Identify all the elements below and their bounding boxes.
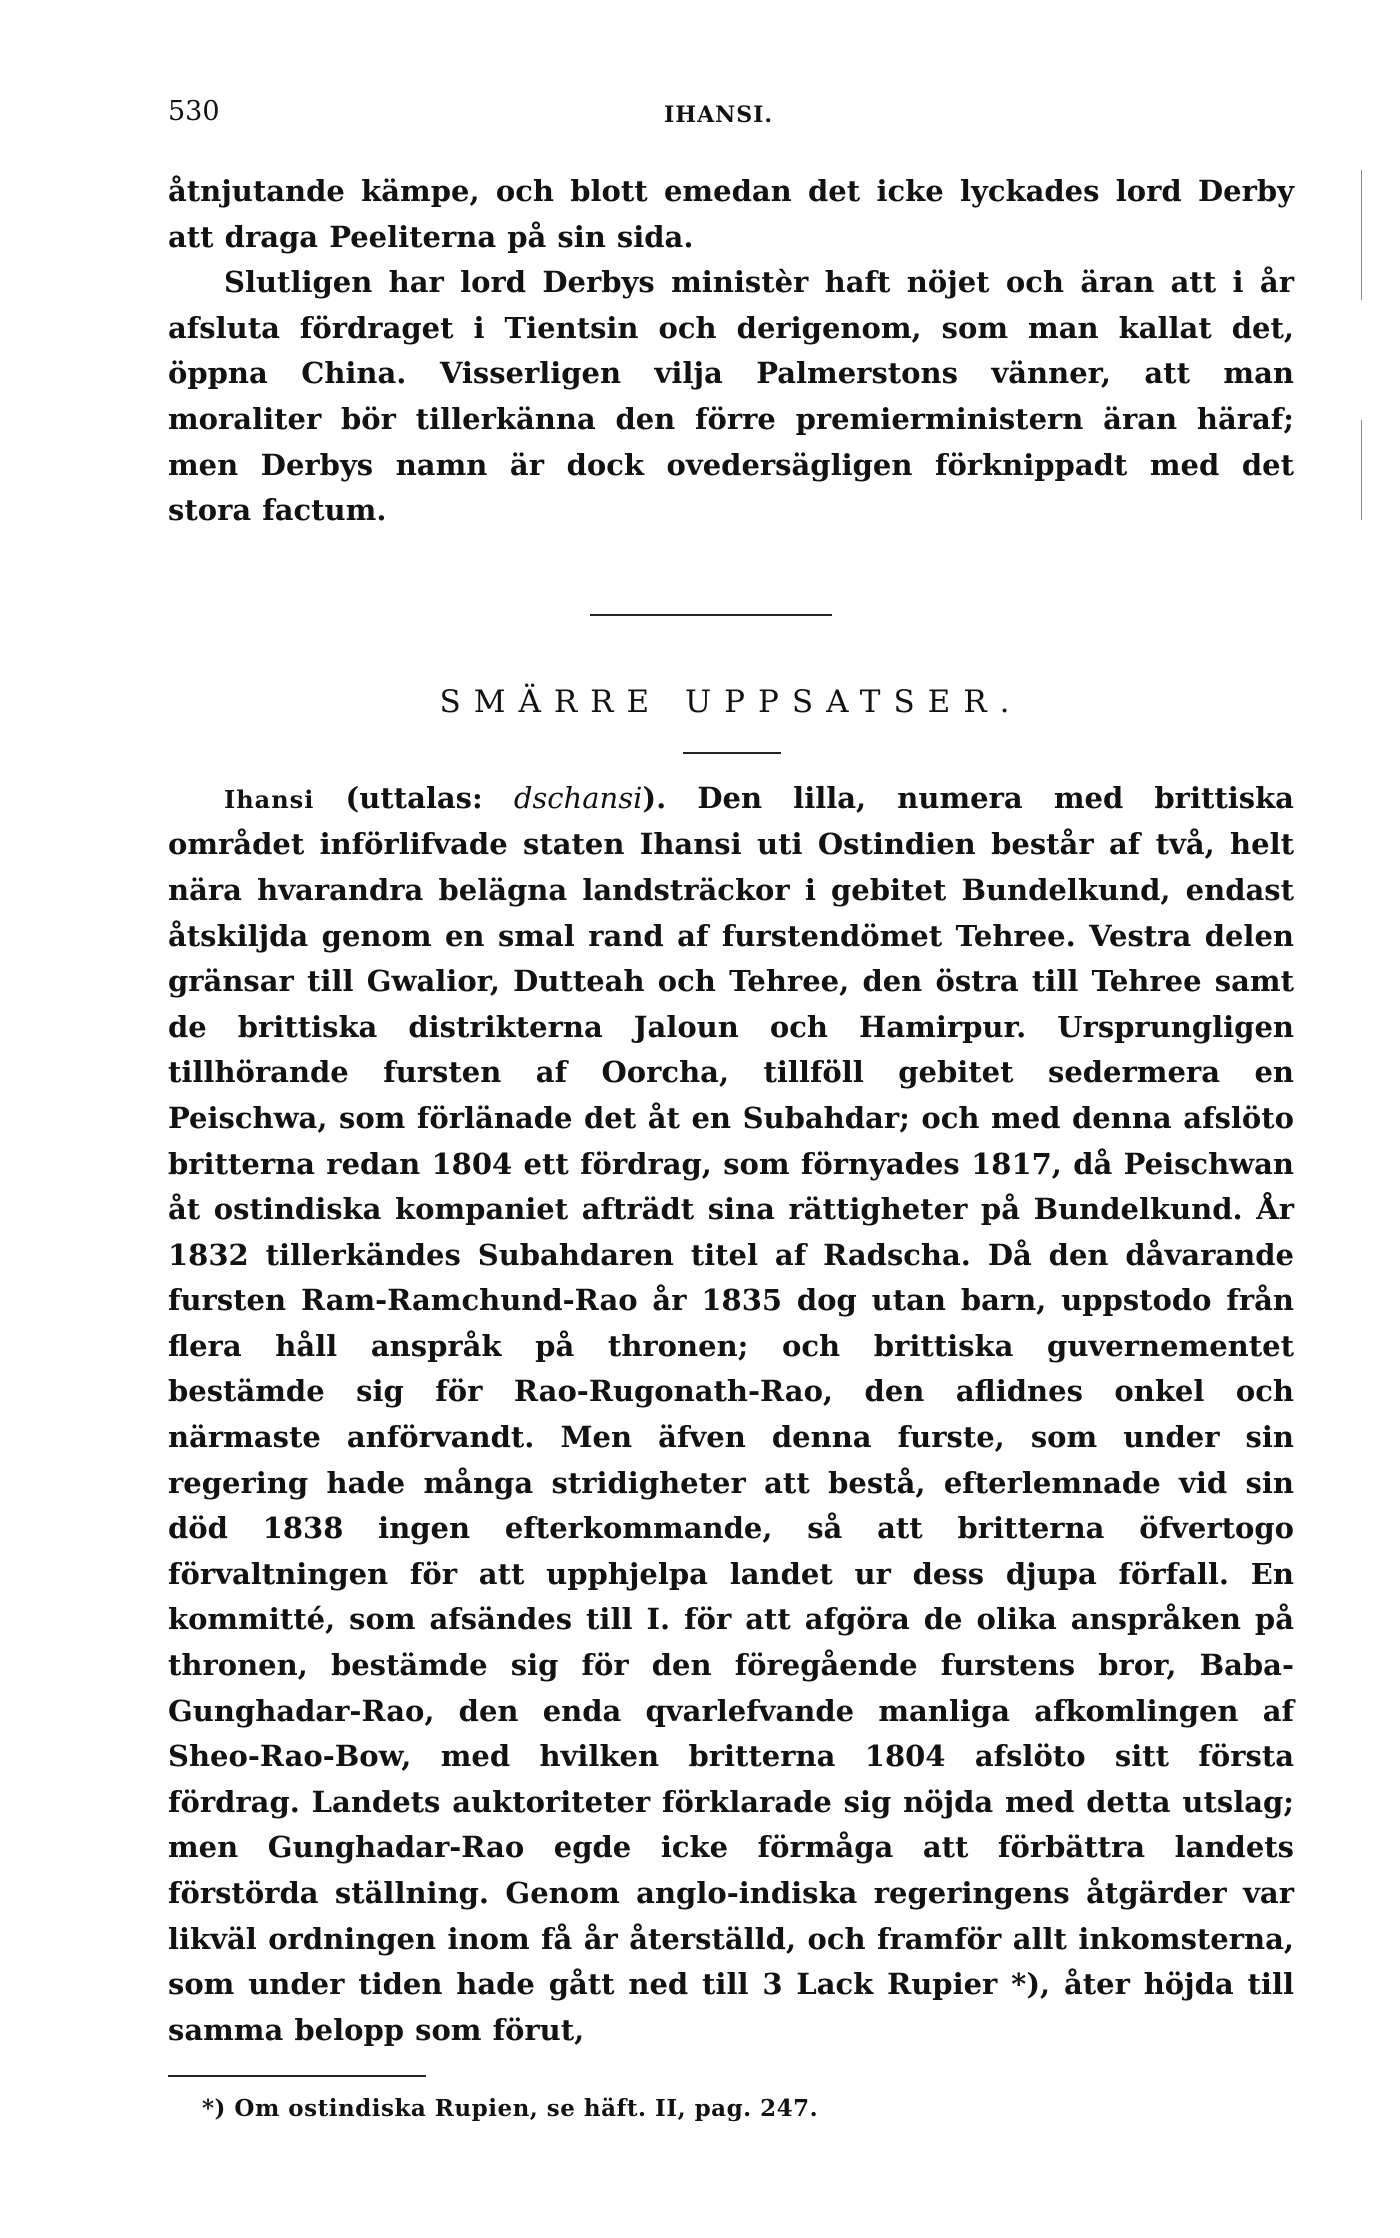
section-divider-rule	[590, 614, 832, 616]
heading-underline-rule	[683, 752, 781, 754]
book-page	[168, 96, 1294, 2122]
footnote-rule	[168, 2075, 426, 2077]
continued-paragraph: åtnjutande kämpe, och blott emedan det icke lyckades lord Derby att draga Peeliterna på sin sida.	[168, 174, 1294, 254]
article-body: Den lilla, numera med brittiska området införlifvade staten Ihansi uti Ostindien består af två, helt nära hvarandra belägna landsträckor i gebitet Bundelkund, endast åtskiljda genom en smal rand af furstendömet Tehree. Vestra delen gränsar till Gwalior, Dutteah och Tehree, den östra till Tehree samt de brittiska distrikterna Jaloun och Hamirpur. Ursprungligen tillhörande fursten af Oorcha, tillföll gebitet sedermera en Peischwa, som förlänade det åt en Subahdar; och med denna afslöto britterna redan 1804 ett fördrag, som förnyades 1817, då Peischwan åt ostindiska kompaniet afträdt sina rättigheter på Bundelkund. År 1832 tillerkändes Subahdaren titel af Radscha. Då den dåvarande fursten Ram-Ramchund-Rao år 1835 dog utan barn, uppstodo från flera håll anspråk på thronen; och brittiska guvernementet bestämde sig för Rao-Rugonath-Rao, den aflidnes onkel och närmaste anförvandt. Men äfven denna furste, som under sin regering hade många stridigheter att bestå, efterlemnade vid sin död 1838 ingen efterkommande, så att britterna öfvertogo förvaltningen för att upphjelpa landet ur dess djupa förfall. En kommitté, som afsändes till I. för att afgöra de olika anspråken på thronen, bestämde sig för den föregående furstens bror, Baba-Gunghadar-Rao, den enda qvarlefvande manliga afkomlingen af Sheo-Rao-Bow, med hvilken britterna 1804 afslöto sitt första fördrag. Landets auktoriteter förklarade sig nöjda med detta utslag; men Gunghadar-Rao egde icke förmåga att förbättra landets förstörda ställning. Genom anglo-indiska regeringens åtgärder var likväl ordningen inom få år återställd, och framför allt inkomsterna, som under tiden hade gått ned till 3 Lack Rupier *), åter höjda till samma belopp som förut,	[168, 780, 1294, 2047]
pronunciation-word: dschansi	[513, 780, 643, 815]
scan-edge-mark	[1361, 170, 1362, 300]
scan-edge-mark	[1361, 420, 1362, 520]
pronunciation-open: (uttalas:	[345, 780, 514, 815]
running-title: IHANSI.	[664, 102, 774, 128]
page-number: 530	[168, 96, 220, 127]
section-heading: SMÄRRE UPPSATSER.	[439, 683, 1023, 720]
article-ihansi	[168, 776, 1294, 2054]
article-headword: Ihansi	[224, 784, 315, 814]
pronunciation-close: ).	[642, 780, 667, 815]
paragraph-derby-ministry: Slutligen har lord Derbys ministèr haft nöjet och äran att i år afsluta fördraget i Tientsin och derigenom, som man kallat det, öppna China. Visserligen vilja Palmerstons vänner, att man moraliter bör tillerkänna den förre premierministern äran häraf; men Derbys namn är dock ovedersägligen förknippadt med det stora factum.	[168, 265, 1294, 528]
running-head	[168, 96, 1294, 136]
footnote: *) Om ostindiska Rupien, se häft. II, pag. 247.	[202, 2095, 819, 2123]
